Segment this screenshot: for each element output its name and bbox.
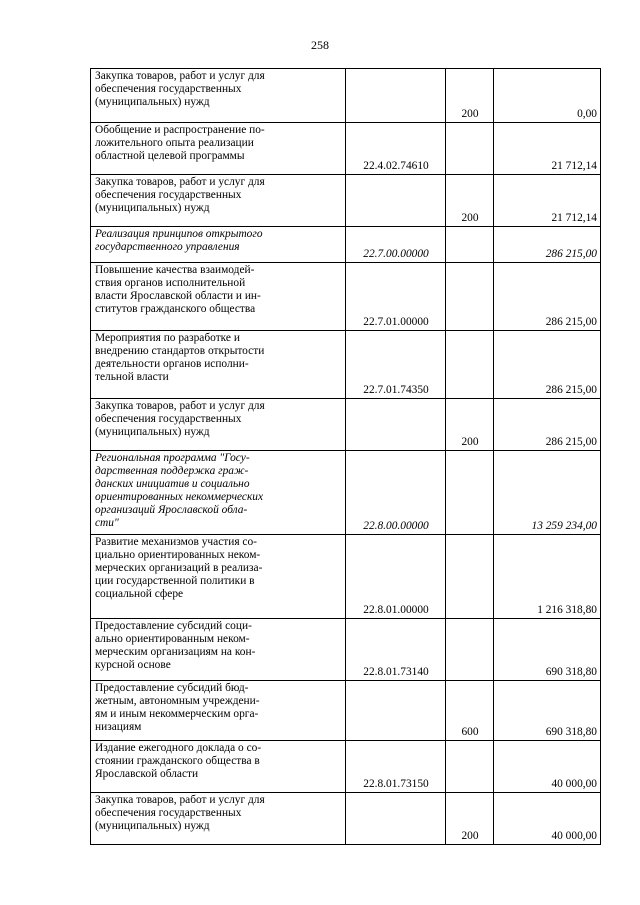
item-name-line: внедрению стандартов открытости <box>95 345 265 357</box>
item-name-cell <box>91 535 346 619</box>
table-row <box>91 793 601 845</box>
table-row <box>91 681 601 741</box>
table-row <box>91 69 601 123</box>
table-row <box>91 399 601 451</box>
amount-cell: 21 712,14 <box>494 123 601 175</box>
item-name-line: (муниципальных) нужд <box>95 202 210 214</box>
table-row <box>91 619 601 681</box>
item-name-line: ложительного опыта реализации <box>95 137 254 149</box>
item-name-line: деятельности органов исполни- <box>95 358 249 370</box>
item-name-line: Региональная программа "Госу- <box>95 452 250 464</box>
target-article-code-cell: 22.7.01.74350 <box>346 331 446 399</box>
expense-type-cell <box>446 535 494 619</box>
item-name-line: обеспечения государственных <box>95 413 242 425</box>
target-article-code-cell: 22.8.01.73140 <box>346 619 446 681</box>
expense-type-cell <box>446 331 494 399</box>
table-row <box>91 331 601 399</box>
amount-cell: 286 215,00 <box>494 227 601 263</box>
item-name-cell <box>91 69 346 123</box>
table-row <box>91 535 601 619</box>
amount-cell: 286 215,00 <box>494 263 601 331</box>
amount-cell: 1 216 318,80 <box>494 535 601 619</box>
item-name-line: (муниципальных) нужд <box>95 426 210 438</box>
item-name-line: мерческим организациям на кон- <box>95 646 256 658</box>
table-row <box>91 741 601 793</box>
item-name-line: обеспечения государственных <box>95 807 242 819</box>
item-name-cell <box>91 741 346 793</box>
amount-cell: 0,00 <box>494 69 601 123</box>
item-name-line: низациям <box>95 721 142 733</box>
item-name-line: сти" <box>95 517 119 529</box>
table-row <box>91 123 601 175</box>
table-row <box>91 451 601 535</box>
item-name-line: Повышение качества взаимодей- <box>95 264 255 276</box>
target-article-code-cell <box>346 175 446 227</box>
item-name-line: Ярославской области <box>95 768 199 780</box>
amount-cell: 690 318,80 <box>494 681 601 741</box>
item-name-line: ствия органов исполнительной <box>95 277 246 289</box>
item-name-cell <box>91 399 346 451</box>
item-name-line: мерческих организаций в реализа- <box>95 562 263 574</box>
expense-type-cell <box>446 123 494 175</box>
target-article-code-cell <box>346 399 446 451</box>
item-name-cell <box>91 227 346 263</box>
table-row <box>91 175 601 227</box>
item-name-cell <box>91 331 346 399</box>
item-name-line: Закупка товаров, работ и услуг для <box>95 794 265 806</box>
item-name-line: обеспечения государственных <box>95 83 242 95</box>
amount-cell: 13 259 234,00 <box>494 451 601 535</box>
item-name-cell <box>91 793 346 845</box>
page-number: 258 <box>311 38 329 52</box>
item-name-line: (муниципальных) нужд <box>95 96 210 108</box>
item-name-line: (муниципальных) нужд <box>95 820 210 832</box>
item-name-cell <box>91 451 346 535</box>
amount-cell: 40 000,00 <box>494 741 601 793</box>
expense-type-cell <box>446 451 494 535</box>
item-name-line: Развитие механизмов участия со- <box>95 536 257 548</box>
item-name-cell <box>91 175 346 227</box>
item-name-line: тельной власти <box>95 371 169 383</box>
item-name-line: государственного управления <box>95 241 240 253</box>
item-name-line: ститутов гражданского общества <box>95 303 256 315</box>
expense-type-cell <box>446 263 494 331</box>
target-article-code-cell <box>346 793 446 845</box>
expense-type-cell <box>446 227 494 263</box>
item-name-line: Закупка товаров, работ и услуг для <box>95 70 265 82</box>
item-name-cell <box>91 263 346 331</box>
item-name-line: власти Ярославской области и ин- <box>95 290 261 302</box>
item-name-line: ально ориентированным неком- <box>95 633 250 645</box>
amount-cell: 40 000,00 <box>494 793 601 845</box>
item-name-line: организаций Ярославской обла- <box>95 504 248 516</box>
item-name-line: Мероприятия по разработке и <box>95 332 240 344</box>
item-name-cell <box>91 681 346 741</box>
item-name-line: циально ориентированных неком- <box>95 549 261 561</box>
item-name-line: стоянии гражданского общества в <box>95 755 260 767</box>
item-name-cell <box>91 123 346 175</box>
target-article-code-cell: 22.8.00.00000 <box>346 451 446 535</box>
item-name-line: Предоставление субсидий соци- <box>95 620 252 632</box>
target-article-code-cell: 22.4.02.74610 <box>346 123 446 175</box>
item-name-line: жетным, автономным учреждени- <box>95 695 260 707</box>
item-name-line: областной целевой программы <box>95 150 245 162</box>
expense-type-cell: 200 <box>446 793 494 845</box>
item-name-line: социальной сфере <box>95 588 184 600</box>
expense-type-cell <box>446 619 494 681</box>
amount-cell: 286 215,00 <box>494 399 601 451</box>
amount-cell: 286 215,00 <box>494 331 601 399</box>
item-name-line: ориентированных некоммерческих <box>95 491 264 503</box>
budget-table <box>90 68 601 845</box>
table-row <box>91 263 601 331</box>
item-name-line: Реализация принципов открытого <box>95 228 263 240</box>
item-name-cell <box>91 619 346 681</box>
target-article-code-cell <box>346 69 446 123</box>
amount-cell: 690 318,80 <box>494 619 601 681</box>
item-name-line: Предоставление субсидий бюд- <box>95 682 249 694</box>
item-name-line: данских инициатив и социально <box>95 478 250 490</box>
item-name-line: Закупка товаров, работ и услуг для <box>95 400 265 412</box>
target-article-code-cell: 22.7.01.00000 <box>346 263 446 331</box>
item-name-line: курсной основе <box>95 659 171 671</box>
item-name-line: дарственная поддержка граж- <box>95 465 249 477</box>
item-name-line: обеспечения государственных <box>95 189 242 201</box>
expense-type-cell: 200 <box>446 175 494 227</box>
item-name-line: ям и иным некоммерческим орга- <box>95 708 259 720</box>
item-name-line: ции государственной политики в <box>95 575 255 587</box>
expense-type-cell: 200 <box>446 69 494 123</box>
item-name-line: Закупка товаров, работ и услуг для <box>95 176 265 188</box>
budget-table-body <box>91 69 601 845</box>
expense-type-cell <box>446 741 494 793</box>
amount-cell: 21 712,14 <box>494 175 601 227</box>
table-row <box>91 227 601 263</box>
target-article-code-cell: 22.8.01.00000 <box>346 535 446 619</box>
target-article-code-cell: 22.8.01.73150 <box>346 741 446 793</box>
expense-type-cell: 600 <box>446 681 494 741</box>
target-article-code-cell: 22.7.00.00000 <box>346 227 446 263</box>
item-name-line: Издание ежегодного доклада о со- <box>95 742 262 754</box>
expense-type-cell: 200 <box>446 399 494 451</box>
item-name-line: Обобщение и распространение по- <box>95 124 265 136</box>
target-article-code-cell <box>346 681 446 741</box>
